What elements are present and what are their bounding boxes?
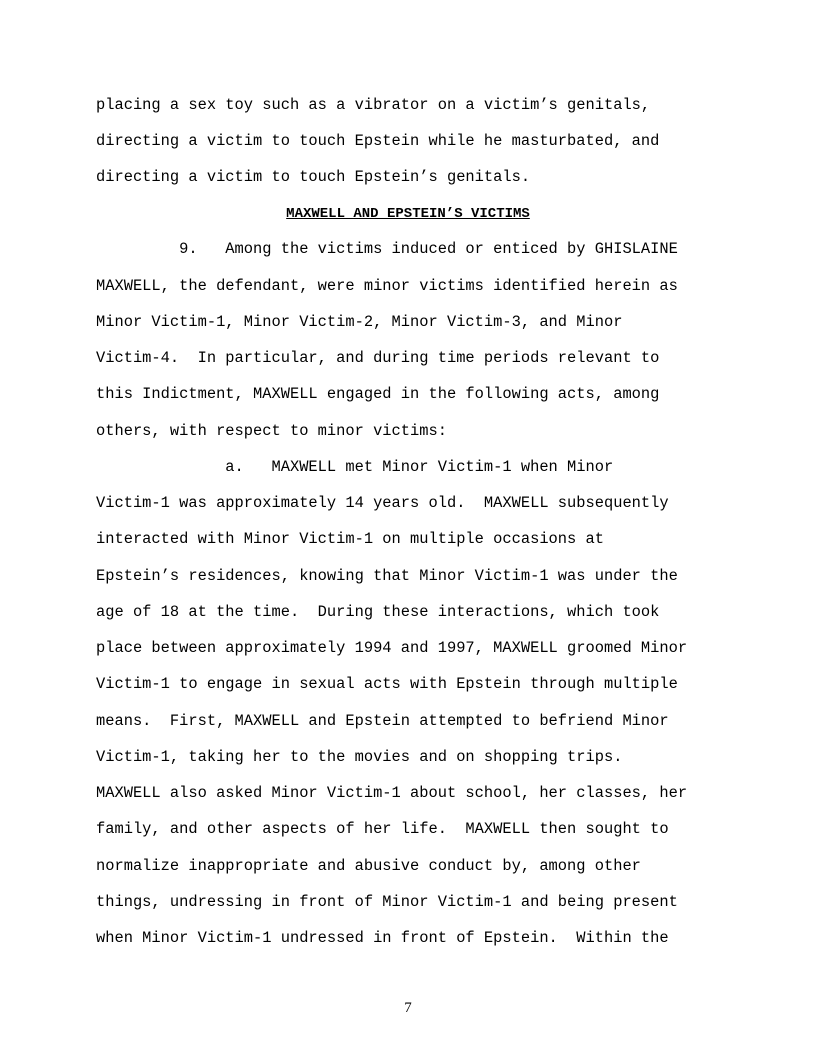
text-line: place between approximately 1994 and 1997, MAXWELL groomed Minor	[96, 639, 688, 657]
text-line: means. First, MAXWELL and Epstein attempted to befriend Minor	[96, 712, 669, 730]
text-line: Victim-1 was approximately 14 years old. MAXWELL subsequently	[96, 494, 669, 512]
text-line: family, and other aspects of her life. MAXWELL then sought to	[96, 820, 669, 838]
text-line: Minor Victim-1, Minor Victim-2, Minor Victim-3, and Minor	[96, 313, 623, 331]
text-line: Epstein’s residences, knowing that Minor Victim-1 was under the	[96, 567, 678, 585]
page-number: 7	[404, 1000, 412, 1016]
text-line: others, with respect to minor victims:	[96, 422, 447, 440]
text-line: MAXWELL also asked Minor Victim-1 about school, her classes, her	[96, 784, 688, 802]
text-line: MAXWELL, the defendant, were minor victims identified herein as	[96, 277, 678, 295]
text-line: Victim-1 to engage in sexual acts with Epstein through multiple	[96, 675, 678, 693]
text-line: Victim-1, taking her to the movies and on shopping trips.	[96, 748, 623, 766]
text-line: age of 18 at the time. During these interactions, which took	[96, 603, 660, 621]
text-line: a. MAXWELL met Minor Victim-1 when Minor	[96, 458, 614, 476]
text-line: things, undressing in front of Minor Victim-1 and being present	[96, 893, 678, 911]
text-line: when Minor Victim-1 undressed in front of Epstein. Within the	[96, 929, 669, 947]
text-line: 9. Among the victims induced or enticed by GHISLAINE	[96, 240, 678, 258]
text-line: directing a victim to touch Epstein while he masturbated, and	[96, 132, 660, 150]
text-line: placing a sex toy such as a vibrator on a victim’s genitals,	[96, 96, 651, 114]
text-line: Victim-4. In particular, and during time periods relevant to	[96, 349, 660, 367]
section-heading: MAXWELL AND EPSTEIN’S VICTIMS	[286, 206, 530, 222]
text-line: directing a victim to touch Epstein’s genitals.	[96, 168, 531, 186]
text-line: interacted with Minor Victim-1 on multiple occasions at	[96, 530, 604, 548]
text-line: this Indictment, MAXWELL engaged in the following acts, among	[96, 385, 660, 403]
text-line: normalize inappropriate and abusive conduct by, among other	[96, 857, 641, 875]
